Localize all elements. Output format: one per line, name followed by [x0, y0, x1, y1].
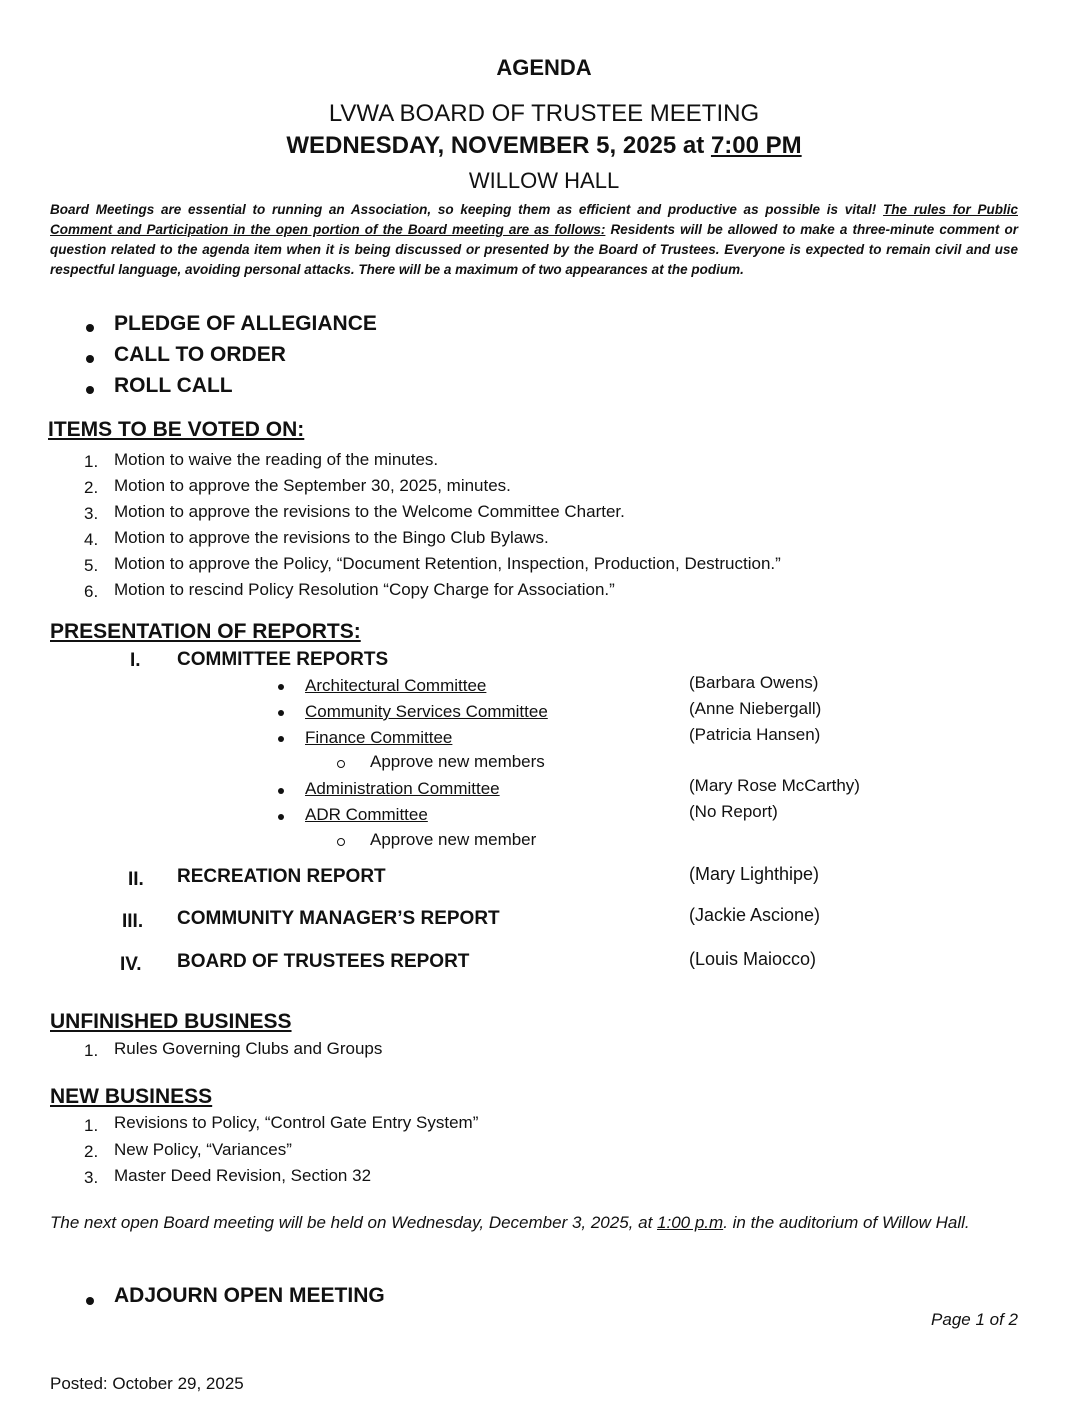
committee-administration: Administration Committee	[305, 779, 500, 798]
bullet-icon	[86, 324, 94, 332]
next-meeting-text-2: . in the auditorium of Willow Hall.	[723, 1213, 970, 1232]
voting-item-number: 5.	[84, 556, 99, 575]
committee-person: (No Report)	[689, 802, 778, 821]
voting-section-title: ITEMS TO BE VOTED ON:	[48, 418, 305, 441]
meeting-venue: WILLOW HALL	[468, 168, 620, 193]
bullet-icon	[86, 355, 94, 363]
committee-person: (Patricia Hansen)	[689, 725, 821, 744]
voting-item: Motion to approve the September 30, 2025, minutes.	[114, 476, 511, 495]
roman-numeral: III.	[122, 911, 144, 932]
meeting-title: LVWA BOARD OF TRUSTEE MEETING	[328, 100, 760, 127]
intro-rules-heading: The rules for Public Comment and Participation in the open portion of the Board meeting are as follows:	[50, 202, 1018, 237]
recreation-report-title: RECREATION REPORT	[177, 866, 386, 887]
new-business-title: NEW BUSINESS	[50, 1085, 213, 1108]
intro-text-1: Board Meetings are essential to running an Association, so keeping them as efficient and productive as possible is vital!	[50, 202, 884, 217]
new-business-item: Master Deed Revision, Section 32	[114, 1166, 372, 1185]
community-manager-report-title: COMMUNITY MANAGER’S REPORT	[177, 908, 500, 929]
report-person: (Jackie Ascione)	[689, 905, 821, 925]
new-business-item: Revisions to Policy, “Control Gate Entry System”	[114, 1113, 479, 1132]
opening-item-pledge: PLEDGE OF ALLEGIANCE	[114, 312, 377, 335]
next-meeting-note	[50, 1208, 1030, 1237]
committee-person: (Barbara Owens)	[689, 673, 819, 692]
meeting-date	[0, 132, 1088, 160]
voting-item-number: 2.	[84, 478, 99, 497]
roman-numeral: I.	[130, 650, 141, 671]
committee-reports-title: COMMITTEE REPORTS	[177, 649, 389, 670]
bullet-icon	[278, 814, 284, 820]
new-business-item-number: 1.	[84, 1116, 99, 1135]
unfinished-business-title: UNFINISHED BUSINESS	[50, 1010, 292, 1033]
roman-numeral: IV.	[120, 954, 142, 975]
committee-adr: ADR Committee	[305, 805, 428, 824]
sub-bullet-icon	[337, 838, 345, 846]
committee-finance: Finance Committee	[305, 728, 453, 747]
roman-numeral: II.	[128, 869, 144, 890]
unfinished-item: Rules Governing Clubs and Groups	[114, 1039, 383, 1058]
report-person: (Mary Lighthipe)	[689, 864, 820, 884]
opening-item-roll-call: ROLL CALL	[114, 374, 233, 397]
committee-community-services: Community Services Committee	[305, 702, 548, 721]
next-meeting-text-1: The next open Board meeting will be held on Wednesday, December 3, 2025, at	[50, 1213, 658, 1232]
posted-date: Posted: October 29, 2025	[50, 1374, 244, 1393]
board-of-trustees-report-title: BOARD OF TRUSTEES REPORT	[177, 951, 470, 972]
bullet-icon	[278, 788, 284, 794]
voting-item: Motion to approve the revisions to the Bingo Club Bylaws.	[114, 528, 549, 547]
voting-item: Motion to approve the revisions to the Welcome Committee Charter.	[114, 502, 625, 521]
voting-item-number: 4.	[84, 530, 99, 549]
committee-person: (Mary Rose McCarthy)	[689, 776, 860, 795]
adr-sub-item: Approve new member	[370, 830, 537, 849]
voting-item-number: 1.	[84, 452, 99, 471]
agenda-heading: AGENDA	[496, 55, 592, 80]
committee-person: (Anne Niebergall)	[689, 699, 822, 718]
finance-sub-item: Approve new members	[370, 752, 545, 771]
bullet-icon	[86, 1297, 94, 1305]
adjourn-item: ADJOURN OPEN MEETING	[114, 1284, 385, 1307]
bullet-icon	[278, 736, 284, 742]
committee-architectural: Architectural Committee	[305, 676, 487, 695]
opening-item-call-to-order: CALL TO ORDER	[114, 343, 286, 366]
public-comment-rules	[50, 200, 1018, 280]
report-person: (Louis Maiocco)	[689, 949, 817, 969]
voting-item-number: 3.	[84, 504, 99, 523]
voting-item-number: 6.	[84, 582, 99, 601]
new-business-item-number: 3.	[84, 1168, 99, 1187]
bullet-icon	[278, 710, 284, 716]
meeting-date-prefix: WEDNESDAY, NOVEMBER 5, 2025 at	[286, 132, 711, 159]
page-number: Page 1 of 2	[931, 1310, 1018, 1329]
sub-bullet-icon	[337, 760, 345, 768]
bullet-icon	[278, 684, 284, 690]
next-meeting-time: 1:00 p.m	[657, 1213, 724, 1232]
reports-section-title: PRESENTATION OF REPORTS:	[50, 620, 361, 643]
voting-item: Motion to rescind Policy Resolution “Copy Charge for Association.”	[114, 580, 615, 599]
new-business-item: New Policy, “Variances”	[114, 1140, 292, 1159]
new-business-item-number: 2.	[84, 1142, 99, 1161]
intro-text-2: Residents will be allowed to make a three-minute comment or question related to the agenda item when it is being discussed or presented by the Board of Trustees. Everyone is expected to remain civil and use respectful language, avoiding personal attacks. There will be a maximum of two appearances at the podium.	[50, 222, 1019, 277]
voting-item: Motion to approve the Policy, “Document Retention, Inspection, Production, Destruction.”	[114, 554, 781, 573]
voting-item: Motion to waive the reading of the minutes.	[114, 450, 439, 469]
meeting-time: 7:00 PM	[710, 132, 802, 159]
unfinished-item-number: 1.	[84, 1041, 99, 1060]
bullet-icon	[86, 386, 94, 394]
